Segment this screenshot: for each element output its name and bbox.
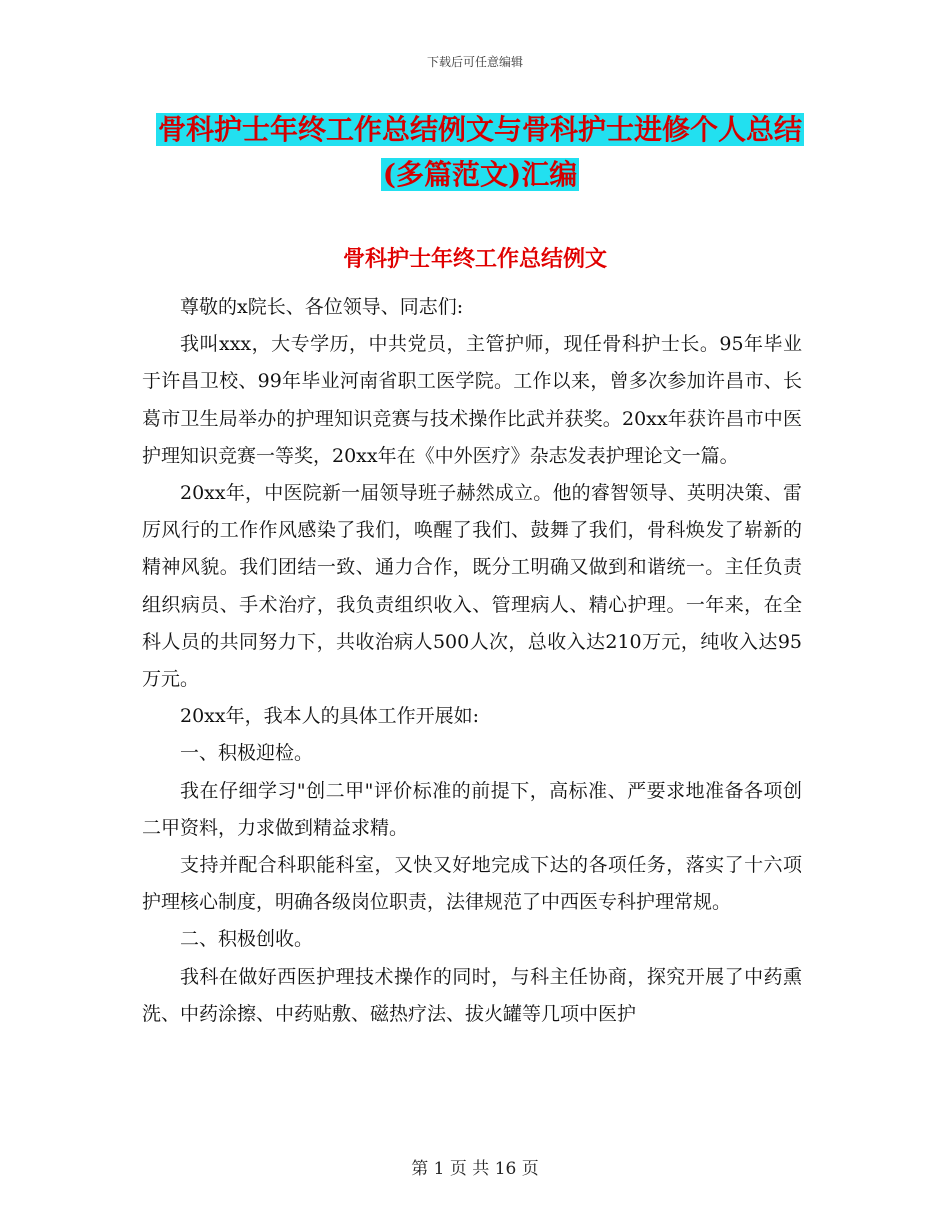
paragraph-intro: 我叫xxx，大专学历，中共党员，主管护师，现任骨科护士长。95年毕业于许昌卫校、99年毕业河南省职工医学院。工作以来，曾多次参加许昌市、长葛市卫生局举办的护理知识竞赛与技术操作比武并获奖。20xx年获许昌市中医护理知识竞赛一等奖，20xx年在《中外医疗》杂志发表护理论文一篇。 (142, 333, 802, 467)
document-title-line2 (140, 150, 820, 200)
document-title-line2-text: (多篇范文)汇编 (382, 158, 578, 191)
paragraph-support: 支持并配合科职能科室，又快又好地完成下达的各项任务，落实了十六项护理核心制度，明确各级岗位职责，法律规范了中西医专科护理常规。 (142, 854, 802, 914)
header-note: 下载后可任意编辑 (426, 55, 523, 69)
paragraph-revenue: 我科在做好西医护理技术操作的同时，与科主任协商，探究开展了中药熏洗、中药涂擦、中药贴敷、磁热疗法、拔火罐等几项中医护 (142, 965, 802, 1025)
paragraph-heading-1: 一、积极迎检。 (180, 742, 314, 765)
section-title: 骨科护士年终工作总结例文 (342, 246, 607, 272)
paragraph-inspection: 我在仔细学习"创二甲"评价标准的前提下，高标准、严要求地准备各项创二甲资料，力求做到精益求精。 (142, 779, 802, 839)
document-body (142, 289, 802, 1033)
paragraph-greeting: 尊敬的x院长、各位领导、同志们: (180, 296, 464, 318)
paragraph-work-overview: 20xx年，我本人的具体工作开展如: (180, 705, 480, 728)
paragraph-department: 20xx年，中医院新一届领导班子赫然成立。他的睿智领导、英明决策、雷厉风行的工作作风感染了我们，唤醒了我们、鼓舞了我们，骨科焕发了崭新的精神风貌。我们团结一致、通力合作，既分工明确又做到和谐统一。主任负责组织病员、手术治疗，我负责组织收入、管理病人、精心护理。一年来，在全科人员的共同努力下，共收治病人500人次，总收入达210万元，纯收入达95万元。 (142, 482, 802, 691)
page-footer: 第 1 页 共 16 页 (411, 1159, 539, 1179)
paragraph-heading-2: 二、积极创收。 (180, 928, 314, 951)
document-title-line1 (140, 105, 820, 155)
document-title-line1-text: 骨科护士年终工作总结例文与骨科护士进修个人总结 (157, 113, 802, 146)
